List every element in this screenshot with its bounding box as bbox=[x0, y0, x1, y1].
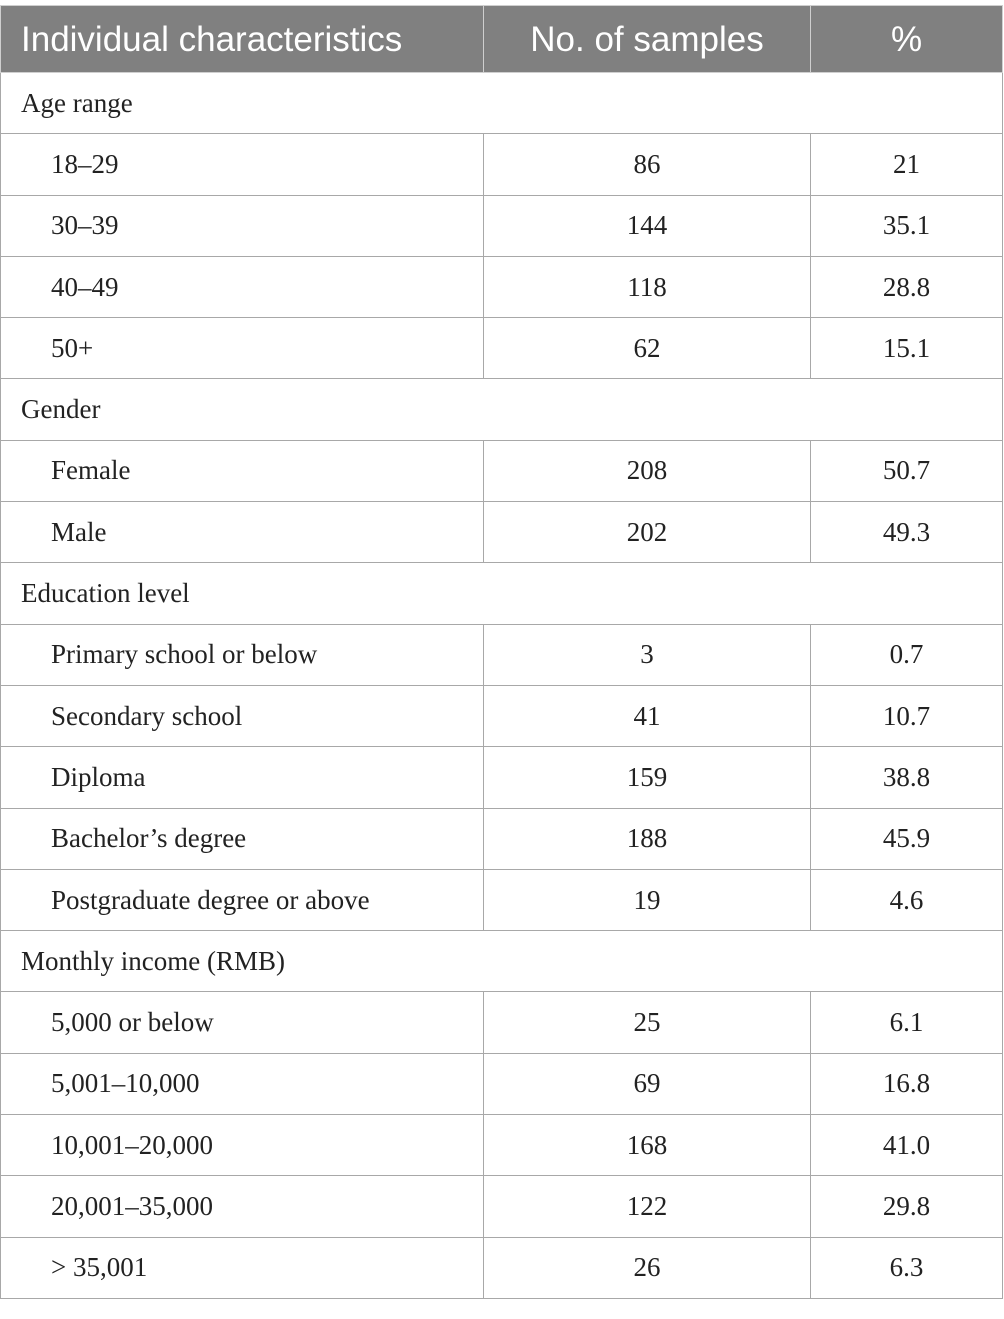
section-row bbox=[1, 379, 1003, 440]
row-count: 159 bbox=[484, 747, 811, 808]
header-row bbox=[1, 6, 1003, 73]
table-row bbox=[1, 1053, 1003, 1114]
table-row bbox=[1, 808, 1003, 869]
row-percent: 10.7 bbox=[811, 685, 1003, 746]
row-label: Male bbox=[1, 502, 484, 563]
row-count: 41 bbox=[484, 685, 811, 746]
row-label: Primary school or below bbox=[1, 624, 484, 685]
row-label: Bachelor’s degree bbox=[1, 808, 484, 869]
table-row bbox=[1, 134, 1003, 195]
section-label: Monthly income (RMB) bbox=[1, 931, 1003, 992]
row-label: 20,001–35,000 bbox=[1, 1176, 484, 1237]
row-label: 10,001–20,000 bbox=[1, 1115, 484, 1176]
table-row bbox=[1, 318, 1003, 379]
table-row bbox=[1, 869, 1003, 930]
row-label: 40–49 bbox=[1, 256, 484, 317]
row-label: > 35,001 bbox=[1, 1237, 484, 1298]
row-label: Female bbox=[1, 440, 484, 501]
row-label: 5,000 or below bbox=[1, 992, 484, 1053]
row-percent: 28.8 bbox=[811, 256, 1003, 317]
table-row bbox=[1, 1237, 1003, 1298]
table-row bbox=[1, 624, 1003, 685]
section-label: Age range bbox=[1, 73, 1003, 134]
row-count: 188 bbox=[484, 808, 811, 869]
row-count: 118 bbox=[484, 256, 811, 317]
table-row bbox=[1, 747, 1003, 808]
row-percent: 35.1 bbox=[811, 195, 1003, 256]
row-label: 18–29 bbox=[1, 134, 484, 195]
table-header bbox=[1, 6, 1003, 73]
row-count: 208 bbox=[484, 440, 811, 501]
table-row bbox=[1, 1115, 1003, 1176]
row-percent: 38.8 bbox=[811, 747, 1003, 808]
row-label: 50+ bbox=[1, 318, 484, 379]
row-label: 30–39 bbox=[1, 195, 484, 256]
table-row bbox=[1, 685, 1003, 746]
row-count: 3 bbox=[484, 624, 811, 685]
table-row bbox=[1, 1176, 1003, 1237]
row-label: Secondary school bbox=[1, 685, 484, 746]
row-label: Postgraduate degree or above bbox=[1, 869, 484, 930]
table-row bbox=[1, 256, 1003, 317]
row-label: 5,001–10,000 bbox=[1, 1053, 484, 1114]
table-row bbox=[1, 992, 1003, 1053]
row-count: 122 bbox=[484, 1176, 811, 1237]
section-row bbox=[1, 931, 1003, 992]
header-percent: % bbox=[811, 6, 1003, 73]
row-percent: 16.8 bbox=[811, 1053, 1003, 1114]
row-percent: 0.7 bbox=[811, 624, 1003, 685]
row-percent: 29.8 bbox=[811, 1176, 1003, 1237]
row-percent: 45.9 bbox=[811, 808, 1003, 869]
row-percent: 21 bbox=[811, 134, 1003, 195]
row-count: 168 bbox=[484, 1115, 811, 1176]
row-count: 86 bbox=[484, 134, 811, 195]
section-row bbox=[1, 73, 1003, 134]
row-count: 19 bbox=[484, 869, 811, 930]
header-characteristics: Individual characteristics bbox=[1, 6, 484, 73]
row-count: 144 bbox=[484, 195, 811, 256]
row-count: 26 bbox=[484, 1237, 811, 1298]
row-label: Diploma bbox=[1, 747, 484, 808]
row-percent: 15.1 bbox=[811, 318, 1003, 379]
header-samples: No. of samples bbox=[484, 6, 811, 73]
row-percent: 4.6 bbox=[811, 869, 1003, 930]
section-label: Gender bbox=[1, 379, 1003, 440]
row-percent: 6.1 bbox=[811, 992, 1003, 1053]
row-percent: 41.0 bbox=[811, 1115, 1003, 1176]
table-body bbox=[1, 73, 1003, 1299]
table-row bbox=[1, 440, 1003, 501]
characteristics-table bbox=[0, 5, 1003, 1299]
row-percent: 6.3 bbox=[811, 1237, 1003, 1298]
row-count: 25 bbox=[484, 992, 811, 1053]
row-count: 69 bbox=[484, 1053, 811, 1114]
table-row bbox=[1, 195, 1003, 256]
row-percent: 49.3 bbox=[811, 502, 1003, 563]
section-label: Education level bbox=[1, 563, 1003, 624]
row-count: 202 bbox=[484, 502, 811, 563]
table-row bbox=[1, 502, 1003, 563]
row-percent: 50.7 bbox=[811, 440, 1003, 501]
row-count: 62 bbox=[484, 318, 811, 379]
section-row bbox=[1, 563, 1003, 624]
